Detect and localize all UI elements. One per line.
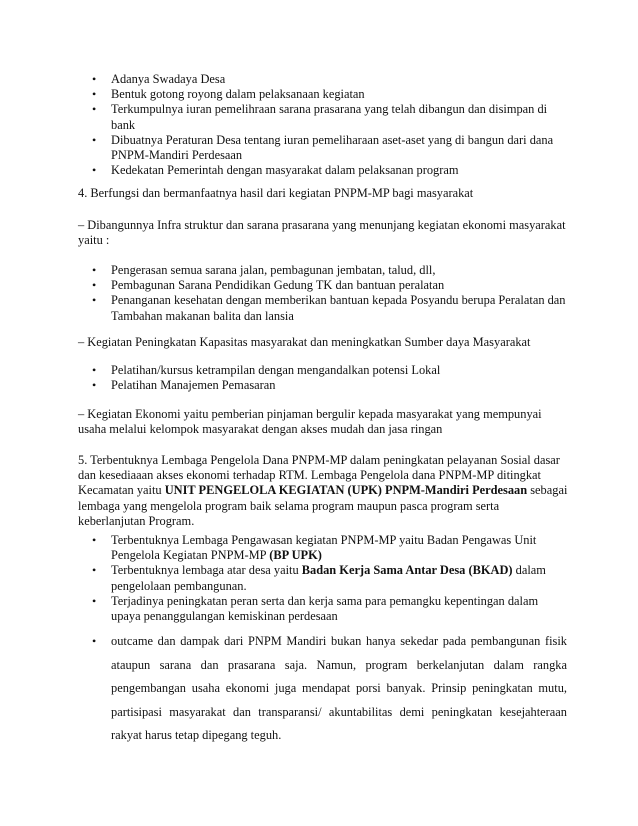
bullet-icon: • bbox=[92, 593, 97, 608]
list-item: • Pembagunan Sarana Pendidikan Gedung TK dan bantuan peralatan bbox=[92, 278, 445, 293]
bullet-list-4 bbox=[92, 533, 567, 624]
bullet-icon: • bbox=[92, 102, 97, 117]
list-item: • Adanya Swadaya Desa bbox=[92, 72, 226, 86]
bullet-icon: • bbox=[92, 634, 97, 648]
list-item: • Pengerasan semua sarana jalan, pembagunan jembatan, talud, dll, bbox=[92, 263, 436, 277]
dash-paragraph-3: – Kegiatan Ekonomi yaitu pemberian pinjaman bergulir kepada masyarakat yang mempunyai usaha melalui kelompok masyarakat dengan akses mudah dan jasa ringan bbox=[78, 407, 542, 437]
bullet-icon: • bbox=[92, 72, 97, 86]
list-item: • Kedekatan Pemerintah dengan masyarakat dalam pelaksanan program bbox=[92, 163, 459, 178]
list-item: • Bentuk gotong royong dalam pelaksanaan kegiatan bbox=[92, 87, 365, 102]
dash-paragraph-2: – Kegiatan Peningkatan Kapasitas masyarakat dan meningkatkan Sumber daya Masyarakat bbox=[78, 335, 531, 349]
bullet-list-1 bbox=[92, 72, 567, 178]
bullet-icon: • bbox=[92, 132, 97, 147]
bullet-icon: • bbox=[92, 263, 97, 277]
bullet-icon: • bbox=[92, 293, 97, 308]
bullet-list-4b bbox=[92, 630, 567, 748]
list-item: • Terkumpulnya iuran pemelihraan sarana prasarana yang telah dibangun dan disimpan di bank bbox=[92, 102, 548, 132]
section-heading-4: 4. Berfungsi dan bermanfaatnya hasil dari kegiatan PNPM-MP bagi masyarakat bbox=[78, 186, 474, 200]
list-item: • outcame dan dampak dari PNPM Mandiri bukan hanya sekedar pada pembangunan fisik ataupun sarana dan prasarana saja. Namun, program berkelanjutan dalam rangka pengembangan usaha ekonomi juga mendapat porsi banyak. Prinsip peningkatan mutu, partisipasi masyarakat dan transparansi/ akuntabilitas demi peningkatan kesejahteraan rakyat harus tetap dipegang teguh. bbox=[92, 630, 567, 748]
list-item: • Terbentuknya Lembaga Pengawasan kegiatan PNPM-MP yaitu Badan Pengawas Unit Pengelola Kegiatan PNPM-MP (BP UPK) bbox=[92, 533, 537, 563]
bullet-icon: • bbox=[92, 363, 97, 377]
bullet-icon: • bbox=[92, 278, 97, 293]
bullet-icon: • bbox=[92, 378, 97, 393]
bullet-list-2 bbox=[92, 263, 567, 324]
bullet-icon: • bbox=[92, 163, 97, 178]
dash-paragraph-1: – Dibangunnya Infra struktur dan sarana prasarana yang menunjang kegiatan ekonomi masyarakat yaitu : bbox=[78, 218, 566, 248]
list-item: • Pelatihan/kursus ketrampilan dengan mengandalkan potensi Lokal bbox=[92, 363, 441, 377]
list-item: • Dibuatnya Peraturan Desa tentang iuran pemeliharaan aset-aset yang di bangun dari dana PNPM-Mandiri Perdesaan bbox=[92, 132, 554, 163]
list-item: • Terjadinya peningkatan peran serta dan kerja sama para pemangku kepentingan dalam upaya penanggulangan kemiskinan perdesaan bbox=[92, 593, 539, 624]
bullet-list-3 bbox=[92, 363, 567, 393]
bullet-icon: • bbox=[92, 563, 97, 578]
bullet-icon: • bbox=[92, 87, 97, 102]
list-item: • Penanganan kesehatan dengan memberikan bantuan kepada Posyandu berupa Peralatan dan Tambahan makanan balita dan lansia bbox=[92, 293, 566, 323]
section-paragraph-5: 5. Terbentuknya Lembaga Pengelola Dana PNPM-MP dalam peningkatan pelayanan Sosial dasar dan kesediaaan akses ekonomi terhadap RTM. Lembaga Pengelola dana PNPM-MP ditingkat Kecamatan yaitu UNIT PENGELOLA KEGIATAN (UPK) PNPM-Mandiri Perdesaan sebagai lembaga yang mengelola program baik selama program maupun pasca program serta keberlanjutan Program. bbox=[78, 453, 568, 528]
bullet-icon: • bbox=[92, 533, 97, 547]
list-item: • Pelatihan Manajemen Pemasaran bbox=[92, 378, 276, 393]
list-item: • Terbentuknya lembaga atar desa yaitu Badan Kerja Sama Antar Desa (BKAD) dalam pengelolaan pembangunan. bbox=[92, 563, 546, 593]
